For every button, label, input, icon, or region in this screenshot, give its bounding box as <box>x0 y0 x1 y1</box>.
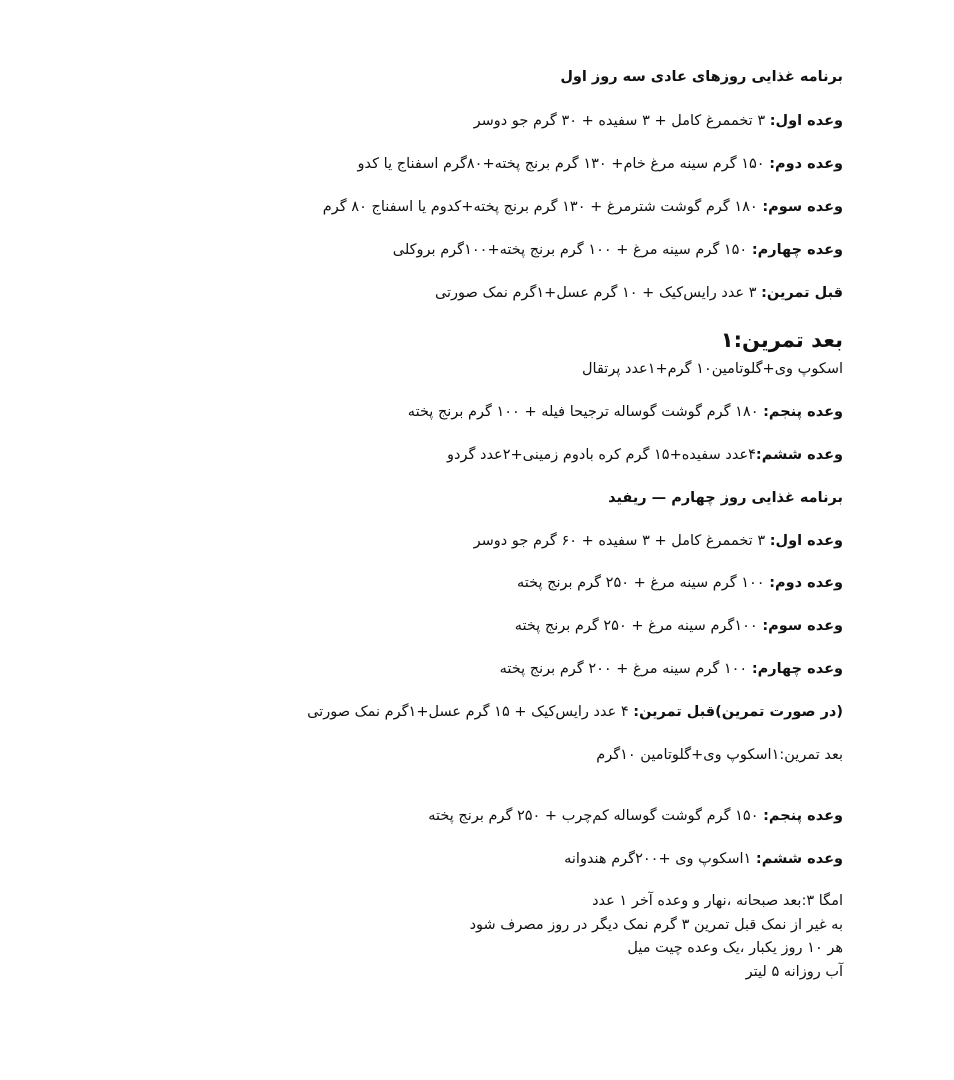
meal-label: وعده دوم: <box>769 575 843 591</box>
meal-text: ۱اسکوپ وی +۲۰۰گرم هندوانه <box>564 851 756 867</box>
meal-label: (در صورت تمرین)قبل تمرین: <box>633 704 843 720</box>
day1-post-workout-heading: بعد تمرین:۱ <box>720 328 843 352</box>
meal-text: ۱۰۰ گرم سینه مرغ + ۲۰۰ گرم برنج پخته <box>499 661 752 677</box>
day1-meal6 <box>447 445 843 465</box>
note-water: آب روزانه ۵ لیتر <box>745 964 843 980</box>
meal-label: وعده پنجم: <box>763 808 843 824</box>
meal-text: ۳ تخممرغ کامل + ۳ سفیده + ۶۰ گرم جو دوسر <box>473 533 770 549</box>
meal-label: وعده دوم: <box>769 156 843 172</box>
meal-text: ۱۰۰گرم سینه مرغ + ۲۵۰ گرم برنج پخته <box>514 618 763 634</box>
day1-title: برنامه غذایی روزهای عادی سه روز اول <box>560 69 843 85</box>
meal-label: وعده پنجم: <box>763 404 843 420</box>
note-salt: به غیر از نمک قبل تمرین ۳ گرم نمک دیگر در روز مصرف شود <box>469 917 843 933</box>
note-omega3: امگا ۳:بعد صبحانه ،نهار و وعده آخر ۱ عدد <box>592 893 843 909</box>
day1-meal4 <box>393 240 843 260</box>
meal-text: ۴عدد سفیده+۱۵ گرم کره بادوم زمینی+۲عدد گردو <box>447 447 756 463</box>
day4-meal2 <box>517 573 843 593</box>
meal-label: وعده سوم: <box>762 199 843 215</box>
day1-post-workout-text: اسکوپ وی+گلوتامین۱۰ گرم+۱عدد پرتقال <box>582 361 843 377</box>
day4-meal4 <box>500 659 843 679</box>
day4-title: برنامه غذایی روز چهارم — ریفید <box>608 490 843 506</box>
day1-meal2 <box>358 154 843 174</box>
meal-text: ۱۸۰ گرم گوشت شترمرغ + ۱۳۰ گرم برنج پخته+کدوم یا اسفناج ۸۰ گرم <box>322 199 763 215</box>
meal-label: قبل تمرین: <box>761 285 843 301</box>
meal-label: وعده اول: <box>769 533 843 549</box>
meal-text: ۱۰۰ گرم سینه مرغ + ۲۵۰ گرم برنج پخته <box>516 575 770 591</box>
day1-pre-workout <box>435 283 843 303</box>
meal-label: وعده چهارم: <box>751 661 843 677</box>
day1-meal3 <box>323 197 843 217</box>
meal-text: ۱۵۰ گرم سینه مرغ خام+ ۱۳۰ گرم برنج پخته+۸۰گرم اسفناج یا کدو <box>357 156 770 172</box>
meal-label: وعده ششم: <box>755 851 843 867</box>
meal-label: وعده اول: <box>769 113 843 129</box>
meal-text: ۳ تخممرغ کامل + ۳ سفیده + ۳۰ گرم جو دوسر <box>473 113 770 129</box>
day1-meal5 <box>408 402 843 422</box>
meal-text: ۳ عدد رایس‌کیک + ۱۰ گرم عسل+۱گرم نمک صورتی <box>434 285 762 301</box>
note-cheat-meal: هر ۱۰ روز یکبار ،یک وعده چیت میل <box>627 940 843 956</box>
meal-text: ۴ عدد رایس‌کیک + ۱۵ گرم عسل+۱گرم نمک صورتی <box>307 704 634 720</box>
meal-label: وعده سوم: <box>762 618 843 634</box>
meal-text: ۱۸۰ گرم گوشت گوساله ترجیحا فیله + ۱۰۰ گرم برنج پخته <box>407 404 764 420</box>
day4-meal3 <box>515 616 843 636</box>
day1-meal1 <box>474 111 843 131</box>
day4-post-workout-text: بعد تمرین:۱اسکوپ وی+گلوتامین ۱۰گرم <box>596 747 843 763</box>
day4-meal6 <box>564 849 843 869</box>
day4-meal1 <box>474 531 843 551</box>
meal-text: ۱۵۰ گرم سینه مرغ + ۱۰۰ گرم برنج پخته+۱۰۰گرم بروکلی <box>392 242 752 258</box>
meal-text: ۱۵۰ گرم گوشت گوساله کم‌چرب + ۲۵۰ گرم برنج پخته <box>428 808 764 824</box>
meal-label: وعده ششم: <box>755 447 843 463</box>
day4-pre-workout <box>307 702 843 722</box>
day4-meal5 <box>428 806 843 826</box>
meal-label: وعده چهارم: <box>751 242 843 258</box>
